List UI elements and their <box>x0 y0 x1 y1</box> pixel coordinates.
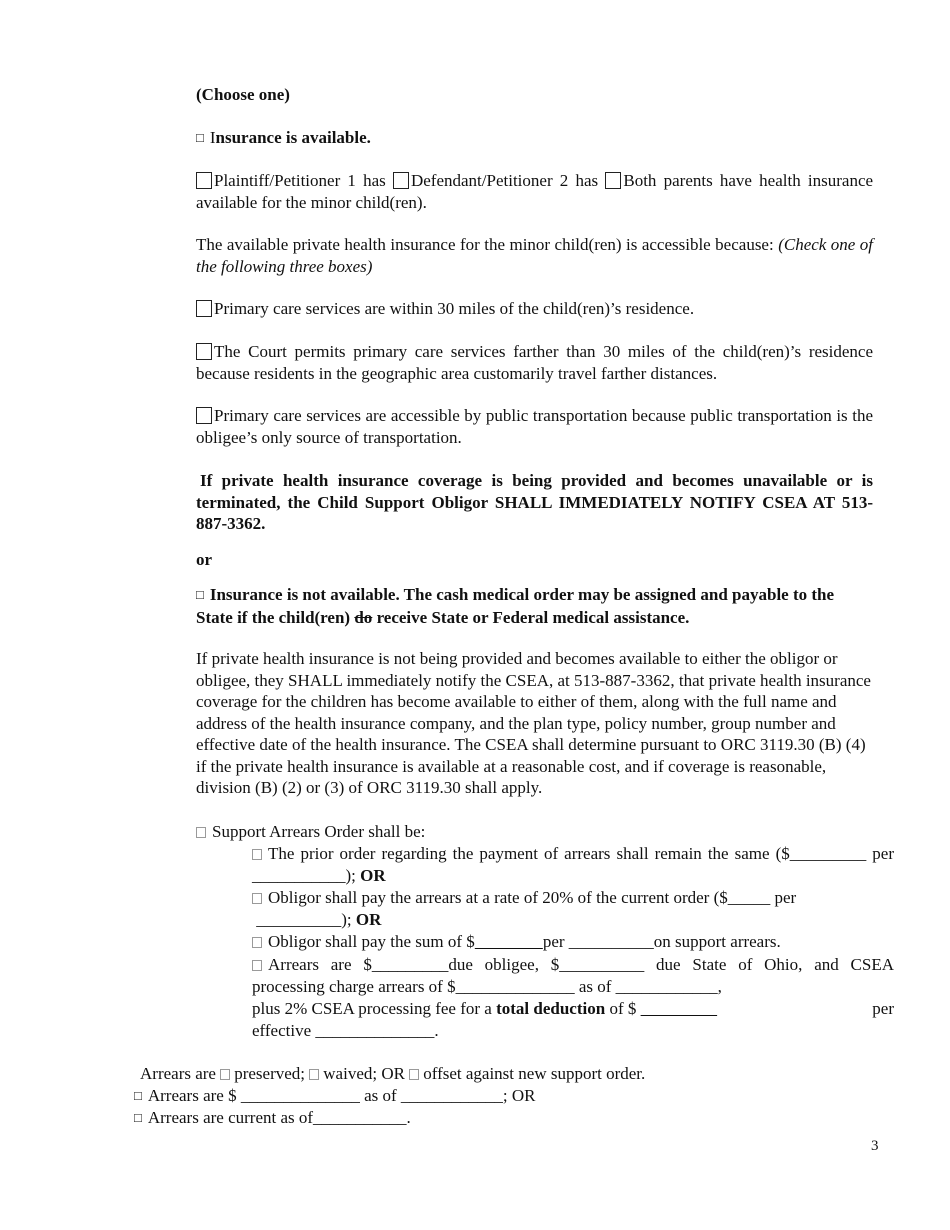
arrears-current-checkbox[interactable]: □ <box>134 1110 142 1125</box>
arrears-option-2-line-2 <box>252 909 894 931</box>
arrears-option-3-blank[interactable]: _______ <box>474 932 543 951</box>
arrears-amount-checkbox[interactable]: □ <box>134 1088 142 1103</box>
insurance-available-first-letter: I <box>209 128 216 147</box>
notify-csea-notice: If private health insurance coverage is being provided and becomes unavailable or is terminated, the Child Support Obligor SHALL IMMEDIATELY NOTIFY CSEA AT 513-887-3362. <box>196 471 873 533</box>
insurance-available-label: nsurance is available. <box>215 128 371 147</box>
support-arrears-label: Support Arrears Order shall be: <box>212 822 426 841</box>
preserved-label: preserved; <box>234 1064 306 1083</box>
arrears-option-4-line-1 <box>252 954 894 976</box>
arrears-option-4-checkbox[interactable] <box>252 960 262 971</box>
offset-checkbox[interactable] <box>409 1069 419 1080</box>
access-option-3-checkbox[interactable] <box>196 407 212 424</box>
notify-paragraph: If private health insurance is not being provided and becomes available to either the obligor or obligee, they SHALL immediately notify the CSEA, at 513-887-3362, that private health insurance coverage for the children has become available to either of them, along with the full name and address of the health insurance company, and the plan type, policy number, group number and effective date of the health insurance. The CSEA shall determine pursuant to ORC 3119.30 (B) (4) if the private health insurance is available at a reasonable cost, and if coverage is reasonable, division (B) (2) or (3) of ORC 3119.30 shall apply. <box>196 649 871 797</box>
arrears-option-1-or: OR <box>360 866 386 885</box>
plaintiff-label: Plaintiff/Petitioner 1 has <box>214 171 386 190</box>
access-option-3-label: Primary care services are accessible by public transportation because public transportation is the obligee’s only source of transportation. <box>196 406 873 447</box>
processing-fee-text: plus 2% CSEA processing fee for a <box>252 999 492 1018</box>
arrears-option-4 <box>252 954 894 1042</box>
arrears-option-3-checkbox[interactable] <box>252 937 262 948</box>
offset-label: offset against new support order. <box>423 1064 646 1083</box>
total-deduction-of: of $ <box>609 999 637 1018</box>
insurance-not-available-text-1: Insurance is not available. The cash medical order may be assigned and payable to the State if the child(ren) <box>196 585 835 627</box>
access-option-1 <box>196 298 873 320</box>
page-number: 3 <box>871 1138 879 1154</box>
or-separator: or <box>196 550 213 569</box>
insurance-available-option[interactable] <box>196 127 873 150</box>
support-arrears-checkbox[interactable] <box>196 827 206 838</box>
struck-word: do <box>354 607 373 627</box>
access-option-1-checkbox[interactable] <box>196 300 212 317</box>
arrears-amount-line <box>134 1085 536 1108</box>
access-option-2 <box>196 341 873 384</box>
arrears-status-prefix: Arrears are <box>140 1064 216 1083</box>
choose-one-heading: (Choose one) <box>196 85 290 104</box>
arrears-option-3-label: Obligor shall pay the sum of $ <box>268 932 475 951</box>
waived-checkbox[interactable] <box>309 1069 319 1080</box>
arrears-option-2-label: Obligor shall pay the arrears at a rate of 20% of the current order ($_____ per <box>268 888 797 907</box>
arrears-option-4-line-3 <box>252 998 894 1020</box>
insurance-available-checkbox[interactable]: □ <box>196 130 204 145</box>
both-parents-checkbox[interactable] <box>605 172 621 189</box>
insurance-holder-line <box>196 170 873 213</box>
access-option-1-label: Primary care services are within 30 miles of the child(ren)’s residence. <box>214 299 695 318</box>
arrears-option-2-line-1 <box>252 887 894 909</box>
defendant-label: Defendant/Petitioner 2 has <box>410 171 599 190</box>
arrears-status-line <box>140 1063 645 1085</box>
arrears-option-4-line-2: processing charge arrears of $______________ as of ____________, <box>252 977 722 996</box>
accessible-intro <box>196 234 873 277</box>
insurance-not-available-checkbox[interactable]: □ <box>196 587 204 602</box>
total-deduction-per: per <box>872 999 894 1018</box>
access-option-3 <box>196 405 873 448</box>
waived-label: waived; OR <box>323 1064 405 1083</box>
defendant-checkbox[interactable] <box>393 172 409 189</box>
arrears-option-3 <box>252 931 894 953</box>
access-option-2-checkbox[interactable] <box>196 343 212 360</box>
accessible-intro-text: The available private health insurance for the minor child(ren) is accessible because: <box>196 235 774 254</box>
arrears-option-1 <box>252 843 894 887</box>
arrears-amount-label: Arrears are $ ______________ as of ____________; OR <box>147 1086 536 1105</box>
arrears-option-2-label-2: __________); <box>256 910 352 929</box>
total-deduction-blank[interactable] <box>641 999 718 1018</box>
plaintiff-checkbox[interactable] <box>196 172 212 189</box>
access-option-2-label: The Court permits primary care services farther than 30 miles of the child(ren)’s residence because residents in the geographic area customarily travel farther distances. <box>196 342 873 383</box>
arrears-option-2 <box>252 887 894 931</box>
both-parents-label: Both parents have health insurance available for the minor child(ren). <box>196 171 874 212</box>
accessible-note: (Check one of the following three boxes) <box>196 235 874 276</box>
arrears-option-1-checkbox[interactable] <box>252 849 262 860</box>
arrears-option-4-label: Arrears are $_________due obligee, $__________ due State of Ohio, and CSEA <box>268 955 894 974</box>
arrears-option-2-or: OR <box>355 910 382 929</box>
total-deduction-label: total deduction <box>496 999 606 1018</box>
arrears-option-1-label: The prior order regarding the payment of arrears shall remain the same ($_________ per ___________); <box>252 844 894 885</box>
insurance-not-available-option[interactable] <box>196 584 873 628</box>
preserved-checkbox[interactable] <box>220 1069 230 1080</box>
arrears-current-label: Arrears are current as of___________. <box>147 1108 411 1127</box>
insurance-not-available-text-2: receive State or Federal medical assistance. <box>376 607 690 627</box>
arrears-option-4-line-3-text <box>252 998 717 1020</box>
arrears-current-line <box>134 1107 411 1130</box>
arrears-option-4-line-4: effective ______________. <box>252 1021 439 1040</box>
arrears-option-2-checkbox[interactable] <box>252 893 262 904</box>
arrears-option-3-label-2: per __________on support arrears. <box>542 932 781 951</box>
support-arrears-header <box>196 821 873 843</box>
